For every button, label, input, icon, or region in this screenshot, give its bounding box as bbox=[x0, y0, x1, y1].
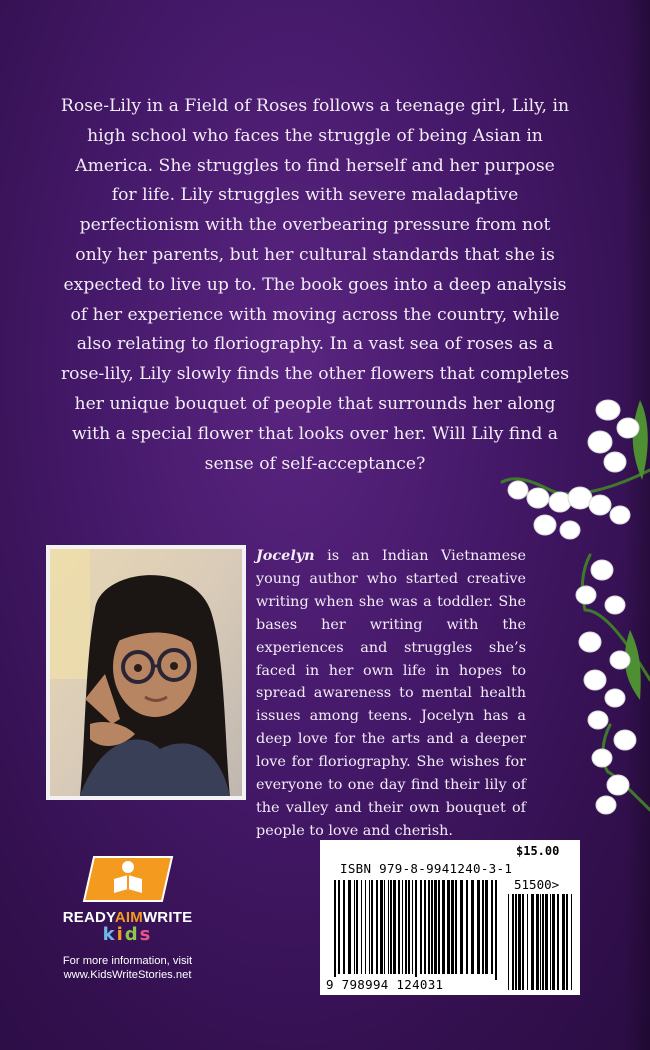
isbn-label: ISBN 979-8-9941240-3-1 bbox=[340, 861, 513, 876]
kids-letter: k bbox=[102, 924, 117, 945]
publisher-info-line: For more information, visit bbox=[62, 955, 193, 967]
author-bio bbox=[256, 545, 526, 843]
price-label: $15.00 bbox=[516, 844, 560, 858]
publisher-info bbox=[40, 954, 215, 982]
kids-letter: i bbox=[116, 924, 125, 945]
publisher-website[interactable]: www.KidsWriteStories.net bbox=[63, 969, 192, 981]
wordmark-ready: READY bbox=[62, 909, 115, 926]
wordmark-write: WRITE bbox=[142, 909, 193, 926]
barcode-addon: 51500> bbox=[514, 877, 560, 892]
author-photo bbox=[46, 545, 246, 800]
isbn-barcode bbox=[320, 840, 580, 995]
publisher-kids bbox=[40, 926, 215, 944]
kids-letter: d bbox=[124, 924, 140, 945]
author-portrait-icon bbox=[50, 549, 242, 796]
author-bio-text: is an Indian Vietnamese young author who started creative writing when she was a toddler. She bases her writing with the experiences and struggles she’s faced in her own life in hopes to spread awareness to mental health issues among teens. Jocelyn has a deep love for the arts and a deeper love for floriography. She wishes for everyone to one day find their lily of the valley and their own bouquet of people to love and cherish. bbox=[256, 548, 526, 839]
barcode-digits: 9 798994 124031 bbox=[326, 977, 444, 992]
kids-letter: s bbox=[139, 924, 153, 945]
reading-child-icon bbox=[80, 853, 176, 905]
book-blurb: Rose-Lily in a Field of Roses follows a teenage girl, Lily, in high school who faces the struggle of being Asian in America. She struggles to find herself and her purpose for life. Lily struggles with severe maladaptive perfectionism with the overbearing pressure from not only her parents, but her cultural standards that she is expected to live up to. The book goes into a deep analysis of her experience with moving across the country, while also relating to floriography. In a vast sea of roses as a rose-lily, Lily slowly finds the other flowers that completes her unique bouquet of people that surrounds her along with a special flower that looks over her. Will Lily find a sense of self-acceptance? bbox=[60, 96, 570, 474]
publisher-logo bbox=[40, 853, 215, 1003]
wordmark-aim: AIM bbox=[114, 909, 143, 926]
author-name: Jocelyn bbox=[256, 547, 315, 564]
